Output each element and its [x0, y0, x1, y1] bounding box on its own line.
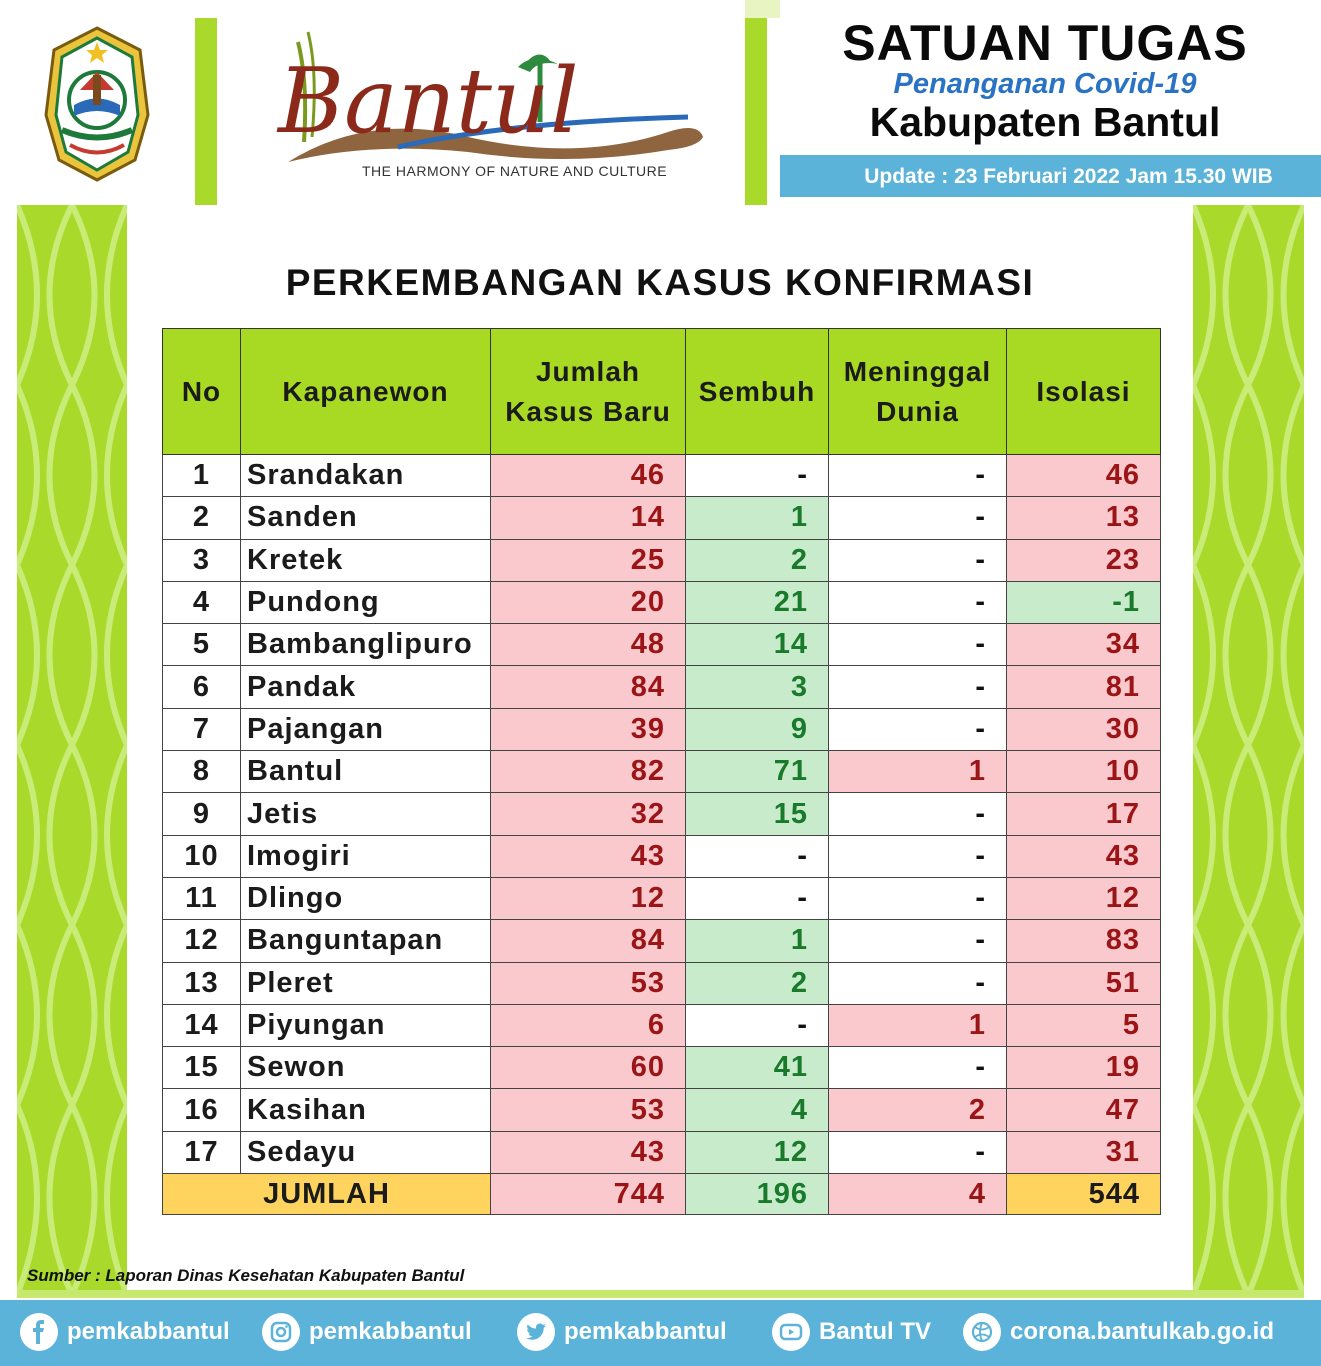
- twitter-handle: pemkabbantul: [564, 1318, 727, 1345]
- table-row: [163, 455, 1161, 497]
- row-isolasi: 12: [1007, 877, 1161, 919]
- row-kasus-baru: 12: [491, 877, 686, 919]
- col-header-jumlah-line1: Jumlah: [535, 355, 641, 387]
- row-isolasi: 19: [1007, 1047, 1161, 1089]
- row-kasus-baru: 14: [491, 497, 686, 539]
- row-isolasi: 83: [1007, 920, 1161, 962]
- row-kasus-baru: 53: [491, 1089, 686, 1131]
- row-kasus-baru: 48: [491, 624, 686, 666]
- row-isolasi: 17: [1007, 793, 1161, 835]
- row-isolasi: 51: [1007, 962, 1161, 1004]
- margin: [0, 205, 17, 1300]
- row-meninggal: -: [829, 624, 1007, 666]
- row-kapanewon: Bantul: [241, 751, 491, 793]
- row-meninggal: 1: [829, 1004, 1007, 1046]
- row-no: 4: [163, 581, 241, 623]
- row-no: 16: [163, 1089, 241, 1131]
- col-header-sembuh: Sembuh: [686, 329, 829, 455]
- row-sembuh: 3: [686, 666, 829, 708]
- row-isolasi: 81: [1007, 666, 1161, 708]
- row-meninggal: -: [829, 666, 1007, 708]
- header-subtitle: Penanganan Covid-19: [893, 68, 1197, 100]
- row-meninggal: -: [829, 581, 1007, 623]
- row-meninggal: -: [829, 539, 1007, 581]
- row-kasus-baru: 84: [491, 666, 686, 708]
- table-row: [163, 666, 1161, 708]
- header-title: SATUAN TUGAS: [842, 15, 1248, 71]
- row-meninggal: -: [829, 793, 1007, 835]
- row-kapanewon: Piyungan: [241, 1004, 491, 1046]
- row-meninggal: -: [829, 455, 1007, 497]
- row-no: 5: [163, 624, 241, 666]
- row-sembuh: 41: [686, 1047, 829, 1089]
- row-kapanewon: Sedayu: [241, 1131, 491, 1173]
- row-no: 8: [163, 751, 241, 793]
- row-meninggal: -: [829, 835, 1007, 877]
- col-header-jumlah-line2: Kasus Baru: [505, 395, 671, 427]
- row-no: 9: [163, 793, 241, 835]
- row-kapanewon: Bambanglipuro: [241, 624, 491, 666]
- update-text: Update : 23 Februari 2022 Jam 15.30 WIB: [864, 165, 1273, 188]
- table-row: [163, 539, 1161, 581]
- row-no: 12: [163, 920, 241, 962]
- row-sembuh: 2: [686, 539, 829, 581]
- row-kasus-baru: 82: [491, 751, 686, 793]
- row-isolasi: 30: [1007, 708, 1161, 750]
- col-header-isolasi: Isolasi: [1007, 329, 1161, 455]
- header-stripe: [745, 0, 780, 18]
- row-kapanewon: Srandakan: [241, 455, 491, 497]
- table-row: [163, 1047, 1161, 1089]
- logo-tagline: THE HARMONY OF NATURE AND CULTURE: [362, 163, 668, 179]
- table-row: [163, 751, 1161, 793]
- row-no: 11: [163, 877, 241, 919]
- row-sembuh: 1: [686, 497, 829, 539]
- row-isolasi: 13: [1007, 497, 1161, 539]
- row-kapanewon: Banguntapan: [241, 920, 491, 962]
- row-isolasi: 5: [1007, 1004, 1161, 1046]
- logo-wordmark: Bantul: [278, 49, 579, 154]
- row-kasus-baru: 43: [491, 1131, 686, 1173]
- row-meninggal: -: [829, 920, 1007, 962]
- row-meninggal: -: [829, 708, 1007, 750]
- facebook-link[interactable]: [20, 1312, 230, 1352]
- total-sembuh: 196: [686, 1174, 829, 1215]
- table-header-row: [163, 329, 1161, 455]
- col-header-meninggal-line2: Dunia: [876, 395, 959, 427]
- row-kapanewon: Dlingo: [241, 877, 491, 919]
- row-sembuh: 12: [686, 1131, 829, 1173]
- table-row: [163, 793, 1161, 835]
- table-row: [163, 708, 1161, 750]
- instagram-link[interactable]: [262, 1312, 472, 1352]
- row-kasus-baru: 20: [491, 581, 686, 623]
- header: [0, 0, 1321, 205]
- total-label: JUMLAH: [163, 1174, 491, 1215]
- instagram-icon: [262, 1313, 300, 1351]
- row-kasus-baru: 6: [491, 1004, 686, 1046]
- row-sembuh: 2: [686, 962, 829, 1004]
- table-row: [163, 1089, 1161, 1131]
- row-kasus-baru: 46: [491, 455, 686, 497]
- row-isolasi: 23: [1007, 539, 1161, 581]
- row-kasus-baru: 84: [491, 920, 686, 962]
- globe-icon: [963, 1313, 1001, 1351]
- row-isolasi: -1: [1007, 581, 1161, 623]
- col-header-meninggal: [829, 329, 1007, 455]
- table-row: [163, 877, 1161, 919]
- total-meninggal: 4: [829, 1174, 1007, 1215]
- total-isolasi: 544: [1007, 1174, 1161, 1215]
- row-meninggal: -: [829, 497, 1007, 539]
- row-meninggal: -: [829, 1047, 1007, 1089]
- row-kapanewon: Sewon: [241, 1047, 491, 1089]
- row-sembuh: -: [686, 835, 829, 877]
- decorative-pattern-left: [17, 205, 127, 1295]
- page-title: PERKEMBANGAN KASUS KONFIRMASI: [285, 262, 1035, 303]
- row-kapanewon: Pandak: [241, 666, 491, 708]
- row-sembuh: 15: [686, 793, 829, 835]
- youtube-link[interactable]: [772, 1312, 931, 1352]
- row-no: 13: [163, 962, 241, 1004]
- twitter-icon: [517, 1313, 555, 1351]
- row-sembuh: -: [686, 877, 829, 919]
- website-link[interactable]: [963, 1312, 1274, 1352]
- table-row: [163, 1004, 1161, 1046]
- row-sembuh: 71: [686, 751, 829, 793]
- row-no: 15: [163, 1047, 241, 1089]
- row-kapanewon: Pundong: [241, 581, 491, 623]
- col-header-no: No: [163, 329, 241, 455]
- facebook-icon: [20, 1313, 58, 1351]
- table-row: [163, 835, 1161, 877]
- youtube-icon: [772, 1313, 810, 1351]
- row-kasus-baru: 32: [491, 793, 686, 835]
- row-isolasi: 10: [1007, 751, 1161, 793]
- row-meninggal: -: [829, 1131, 1007, 1173]
- kabupaten-emblem-icon: [40, 20, 155, 185]
- total-baru: 744: [491, 1174, 686, 1215]
- row-kapanewon: Pajangan: [241, 708, 491, 750]
- row-meninggal: 1: [829, 751, 1007, 793]
- row-no: 6: [163, 666, 241, 708]
- header-divider: [745, 18, 767, 205]
- col-header-jumlah: [491, 329, 686, 455]
- source-note: Sumber : Laporan Dinas Kesehatan Kabupaten Bantul: [27, 1266, 465, 1285]
- row-kasus-baru: 39: [491, 708, 686, 750]
- table-row: [163, 497, 1161, 539]
- col-header-kapanewon: Kapanewon: [241, 329, 491, 455]
- row-kapanewon: Kasihan: [241, 1089, 491, 1131]
- instagram-handle: pemkabbantul: [309, 1318, 472, 1345]
- row-no: 3: [163, 539, 241, 581]
- row-no: 10: [163, 835, 241, 877]
- row-sembuh: 21: [686, 581, 829, 623]
- row-isolasi: 47: [1007, 1089, 1161, 1131]
- youtube-channel: Bantul TV: [819, 1318, 931, 1345]
- row-isolasi: 34: [1007, 624, 1161, 666]
- row-no: 7: [163, 708, 241, 750]
- decorative-strip: [17, 1290, 1304, 1298]
- row-kapanewon: Kretek: [241, 539, 491, 581]
- row-sembuh: 1: [686, 920, 829, 962]
- row-kasus-baru: 25: [491, 539, 686, 581]
- row-kapanewon: Sanden: [241, 497, 491, 539]
- row-meninggal: -: [829, 877, 1007, 919]
- decorative-pattern-right: [1193, 205, 1304, 1295]
- row-isolasi: 46: [1007, 455, 1161, 497]
- table-row: [163, 1131, 1161, 1173]
- table-total-row: [163, 1174, 1161, 1215]
- header-region: Kabupaten Bantul: [869, 99, 1221, 145]
- table-row: [163, 962, 1161, 1004]
- row-no: 17: [163, 1131, 241, 1173]
- row-no: 2: [163, 497, 241, 539]
- cases-table: [162, 328, 1161, 1215]
- col-header-meninggal-line1: Meninggal: [843, 355, 992, 387]
- table-row: [163, 920, 1161, 962]
- facebook-handle: pemkabbantul: [67, 1318, 230, 1345]
- row-meninggal: -: [829, 962, 1007, 1004]
- row-sembuh: 4: [686, 1089, 829, 1131]
- row-meninggal: 2: [829, 1089, 1007, 1131]
- row-isolasi: 43: [1007, 835, 1161, 877]
- row-kapanewon: Jetis: [241, 793, 491, 835]
- row-kasus-baru: 53: [491, 962, 686, 1004]
- table-row: [163, 624, 1161, 666]
- row-no: 1: [163, 455, 241, 497]
- row-kasus-baru: 43: [491, 835, 686, 877]
- row-sembuh: -: [686, 455, 829, 497]
- table-row: [163, 581, 1161, 623]
- twitter-link[interactable]: [517, 1312, 727, 1352]
- row-sembuh: -: [686, 1004, 829, 1046]
- row-sembuh: 14: [686, 624, 829, 666]
- website-url: corona.bantulkab.go.id: [1010, 1318, 1275, 1345]
- row-kasus-baru: 60: [491, 1047, 686, 1089]
- row-kapanewon: Imogiri: [241, 835, 491, 877]
- row-kapanewon: Pleret: [241, 962, 491, 1004]
- row-sembuh: 9: [686, 708, 829, 750]
- header-divider: [195, 18, 217, 205]
- row-no: 14: [163, 1004, 241, 1046]
- row-isolasi: 31: [1007, 1131, 1161, 1173]
